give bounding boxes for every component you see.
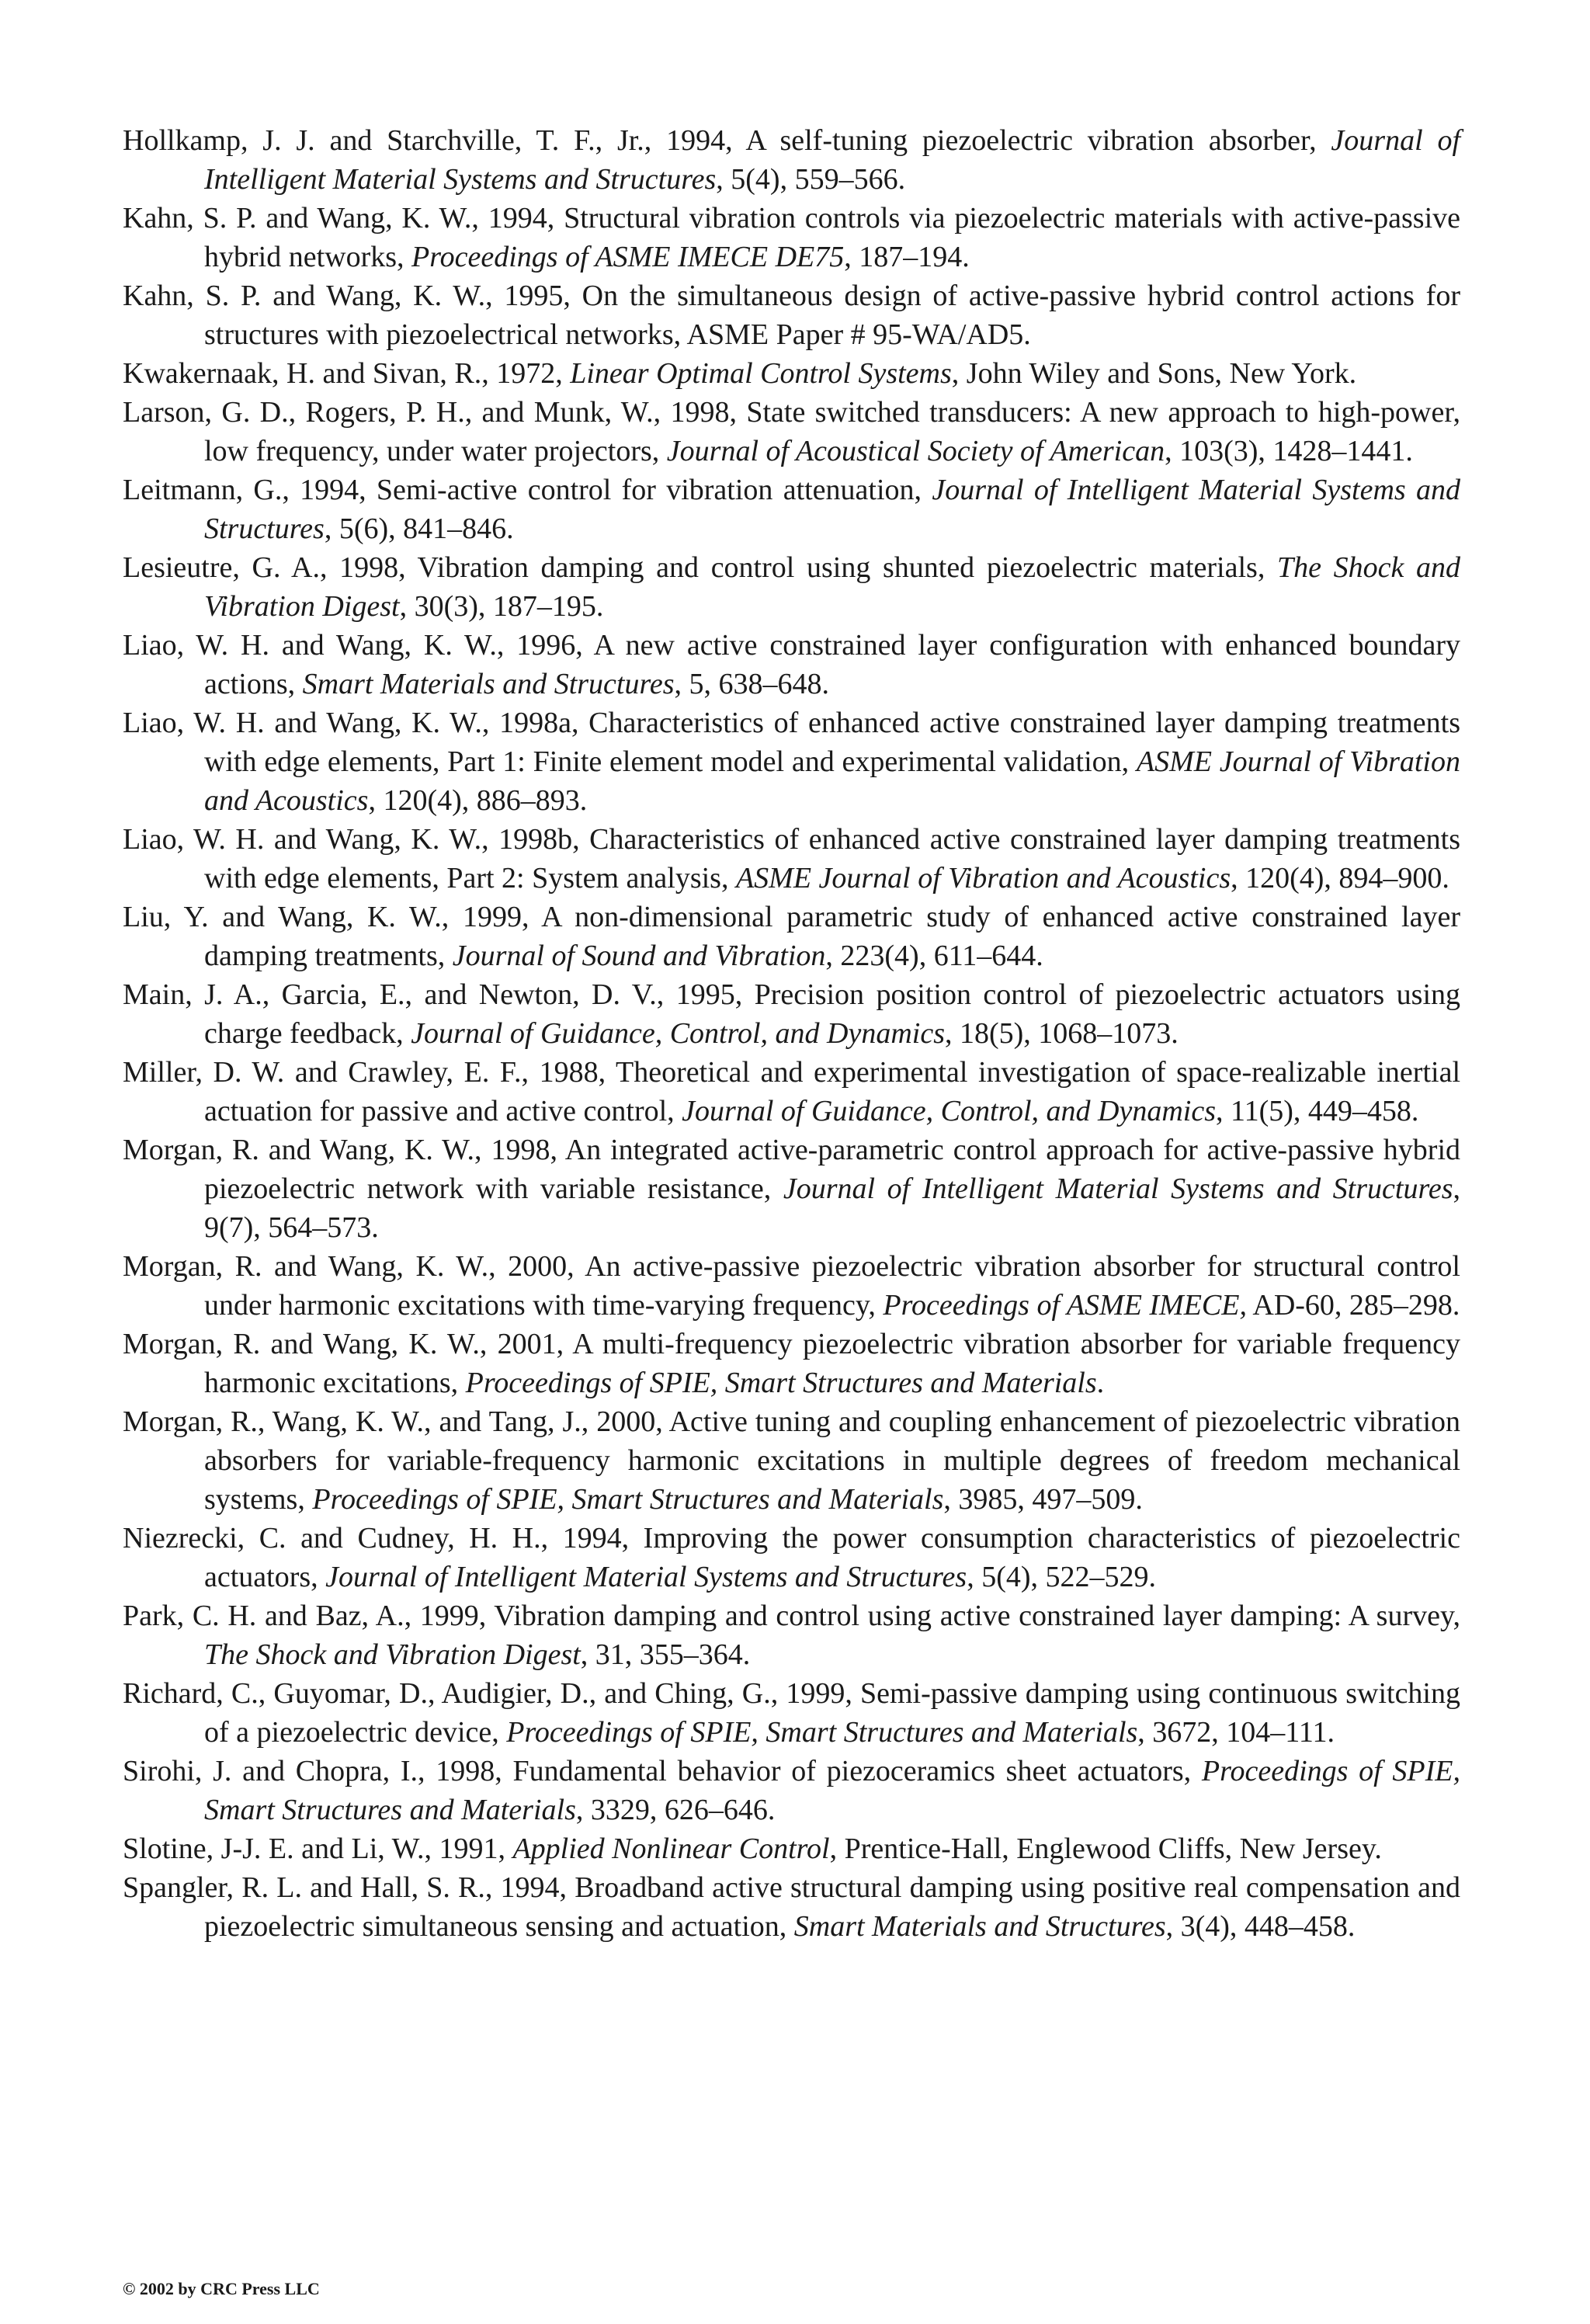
- reference-entry: Liao, W. H. and Wang, K. W., 1998b, Characteristics of enhanced active constrained layer damping treatments with edge elements, Part 2: System analysis, ASME Journal of Vibration and Acoustics, 120(4), 894–900.: [123, 823, 1460, 895]
- reference-entry: Morgan, R., Wang, K. W., and Tang, J., 2000, Active tuning and coupling enhancement of piezoelectric vibration absorbers for variable-frequency harmonic excitations in multiple degrees of freedom mechanical systems, Proceedings of SPIE, Smart Structures and Materials, 3985, 497–509.: [123, 1405, 1460, 1516]
- reference-entry: Slotine, J-J. E. and Li, W., 1991, Applied Nonlinear Control, Prentice-Hall, Englewood Cliffs, New Jersey.: [123, 1832, 1382, 1865]
- reference-entry: Kwakernaak, H. and Sivan, R., 1972, Linear Optimal Control Systems, John Wiley and Sons, New York.: [123, 357, 1357, 390]
- copyright-footer: © 2002 by CRC Press LLC: [123, 2279, 320, 2298]
- reference-entry: Morgan, R. and Wang, K. W., 1998, An integrated active-parametric control approach for active-passive hybrid piezoelectric network with variable resistance, Journal of Intelligent Material Systems and Structures, 9(7), 564–573.: [123, 1134, 1460, 1244]
- reference-entry: Kahn, S. P. and Wang, K. W., 1995, On the simultaneous design of active-passive hybrid control actions for structures with piezoelectrical networks, ASME Paper # 95-WA/AD5.: [123, 280, 1460, 351]
- reference-entry: Morgan, R. and Wang, K. W., 2000, An active-passive piezoelectric vibration absorber for structural control under harmonic excitations with time-varying frequency, Proceedings of ASME IMECE, AD-60, 285–298.: [123, 1250, 1460, 1322]
- reference-entry: Sirohi, J. and Chopra, I., 1998, Fundamental behavior of piezoceramics sheet actuators, Proceedings of SPIE, Smart Structures and Materials, 3329, 626–646.: [123, 1755, 1461, 1826]
- reference-entry: Leitmann, G., 1994, Semi-active control for vibration attenuation, Journal of Intelligent Material Systems and Structures, 5(6), 841–846.: [123, 474, 1461, 545]
- reference-entry: Lesieutre, G. A., 1998, Vibration damping and control using shunted piezoelectric materials, The Shock and Vibration Digest, 30(3), 187–195.: [123, 551, 1461, 623]
- reference-entry: Larson, G. D., Rogers, P. H., and Munk, W., 1998, State switched transducers: A new approach to high-power, low frequency, under water projectors, Journal of Acoustical Society of American, 103(3), 1428–1441.: [123, 396, 1460, 467]
- reference-entry: Morgan, R. and Wang, K. W., 2001, A multi-frequency piezoelectric vibration absorber for variable frequency harmonic excitations, Proceedings of SPIE, Smart Structures and Materials.: [123, 1328, 1460, 1399]
- reference-entry: Kahn, S. P. and Wang, K. W., 1994, Structural vibration controls via piezoelectric materials with active-passive hybrid networks, Proceedings of ASME IMECE DE75, 187–194.: [123, 202, 1460, 273]
- reference-entry: Richard, C., Guyomar, D., Audigier, D., and Ching, G., 1999, Semi-passive damping using continuous switching of a piezoelectric device, Proceedings of SPIE, Smart Structures and Materials, 3672, 104–111.: [123, 1677, 1460, 1749]
- reference-entry: Hollkamp, J. J. and Starchville, T. F., Jr., 1994, A self-tuning piezoelectric vibration absorber, Journal of Intelligent Material Systems and Structures, 5(4), 559–566.: [123, 124, 1460, 196]
- reference-list: [123, 121, 1460, 1946]
- reference-entry: Liu, Y. and Wang, K. W., 1999, A non-dimensional parametric study of enhanced active constrained layer damping treatments, Journal of Sound and Vibration, 223(4), 611–644.: [123, 901, 1460, 972]
- reference-entry: Park, C. H. and Baz, A., 1999, Vibration damping and control using active constrained layer damping: A survey, The Shock and Vibration Digest, 31, 355–364.: [123, 1600, 1460, 1671]
- reference-entry: Niezrecki, C. and Cudney, H. H., 1994, Improving the power consumption characteristics of piezoelectric actuators, Journal of Intelligent Material Systems and Structures, 5(4), 522–529.: [123, 1522, 1460, 1593]
- reference-entry: Main, J. A., Garcia, E., and Newton, D. V., 1995, Precision position control of piezoelectric actuators using charge feedback, Journal of Guidance, Control, and Dynamics, 18(5), 1068–1073.: [123, 978, 1460, 1050]
- reference-entry: Liao, W. H. and Wang, K. W., 1996, A new active constrained layer configuration with enhanced boundary actions, Smart Materials and Structures, 5, 638–648.: [123, 629, 1460, 700]
- reference-entry: Spangler, R. L. and Hall, S. R., 1994, Broadband active structural damping using positive real compensation and piezoelectric simultaneous sensing and actuation, Smart Materials and Structures, 3(4), 448–458.: [123, 1871, 1460, 1943]
- reference-entry: Miller, D. W. and Crawley, E. F., 1988, Theoretical and experimental investigation of space-realizable inertial actuation for passive and active control, Journal of Guidance, Control, and Dynamics, 11(5), 449–458.: [123, 1056, 1460, 1127]
- reference-entry: Liao, W. H. and Wang, K. W., 1998a, Characteristics of enhanced active constrained layer damping treatments with edge elements, Part 1: Finite element model and experimental validation, ASME Journal of Vibration and Acoustics, 120(4), 886–893.: [123, 707, 1460, 817]
